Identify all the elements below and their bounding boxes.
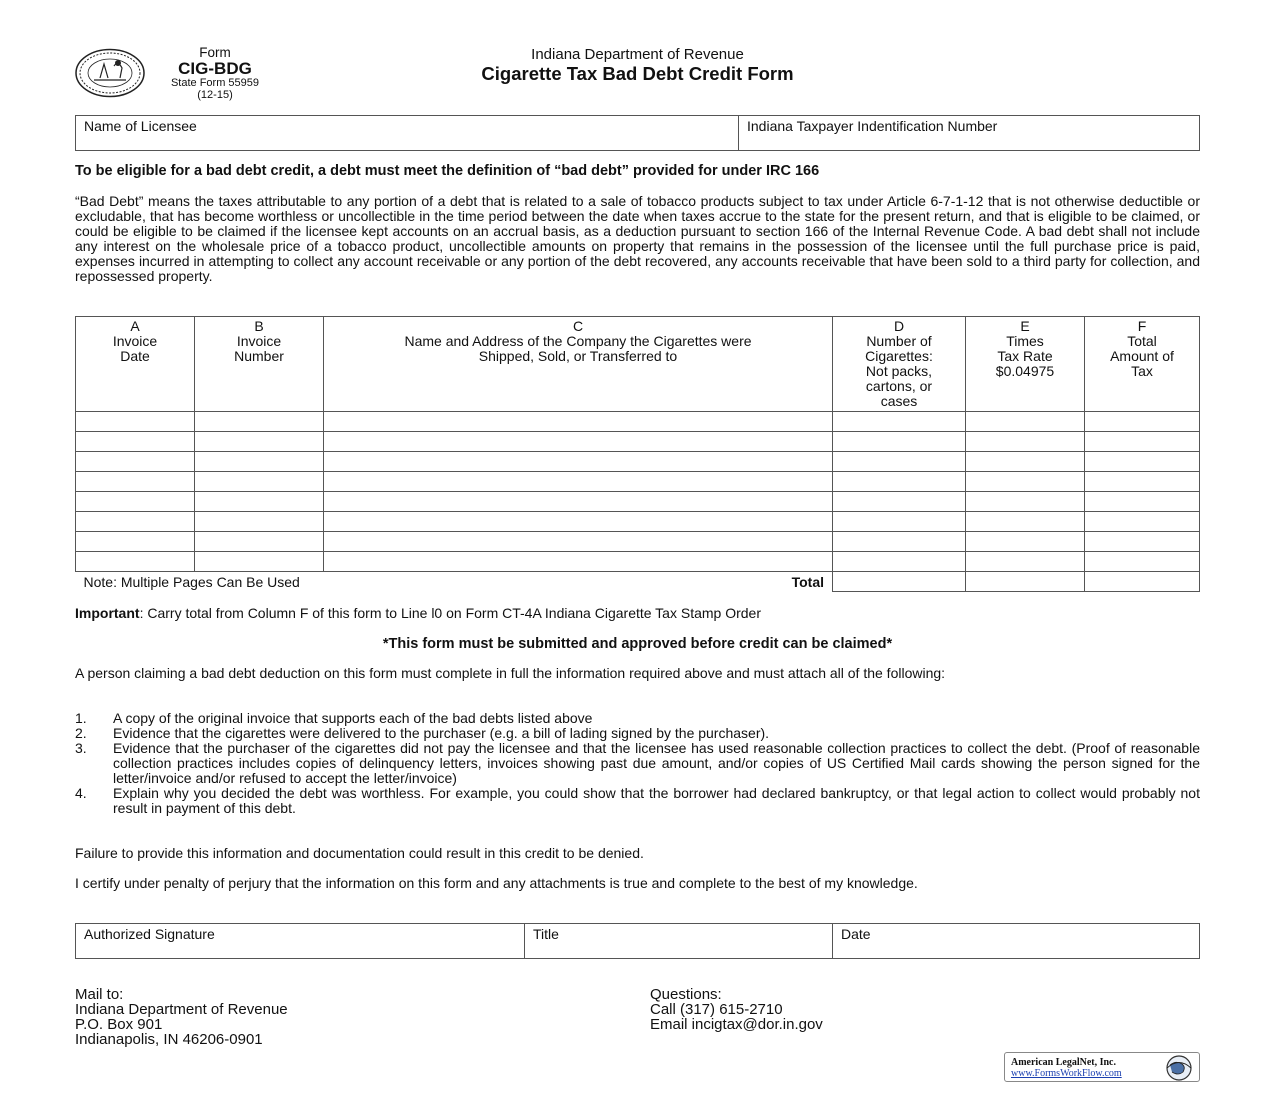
form-revision: (12-15) xyxy=(197,88,233,101)
invoice-date-cell[interactable] xyxy=(76,472,195,492)
table-row xyxy=(76,432,1200,452)
signature-field[interactable] xyxy=(76,924,524,958)
bad-debt-table xyxy=(75,316,1200,592)
invoice-number-cell[interactable] xyxy=(195,432,324,452)
important-note: Important: Carry total from Column F of this form to Line l0 on Form CT-4A Indiana Cigarette Tax Stamp Order xyxy=(75,605,761,621)
tax-amount-cell[interactable] xyxy=(1085,492,1200,512)
claim-instructions: A person claiming a bad debt deduction on this form must complete in full the information required above and must attach all of the following: xyxy=(75,665,946,681)
tax-rate-cell[interactable] xyxy=(966,432,1085,452)
cigarette-count-cell[interactable] xyxy=(833,552,966,572)
invoice-date-cell[interactable] xyxy=(76,532,195,552)
cigarette-count-cell[interactable] xyxy=(833,452,966,472)
invoice-date-cell[interactable] xyxy=(76,512,195,532)
invoice-date-cell[interactable] xyxy=(76,552,195,572)
list-item: 3. Evidence that the purchaser of the cigarettes did not pay the licensee and that the licensee has used reasonable collection practices to collect the debt. (Proof of reasonable collection practices includes copies of delinquency letters, invoices showing past due amount, and/or copies of US Certified Mail cards showing the person signed for the letter/invoice and/or refused to accept the letter/invoice) xyxy=(75,740,1200,786)
logo-url[interactable]: www.FormsWorkFlow.com xyxy=(1011,1068,1122,1079)
cigarette-count-cell[interactable] xyxy=(833,412,966,432)
table-row xyxy=(76,472,1200,492)
signature-box xyxy=(75,923,1200,959)
invoice-number-cell[interactable] xyxy=(195,412,324,432)
email-address[interactable]: Email incigtax@dor.in.gov xyxy=(650,1016,823,1033)
tax-rate-cell[interactable] xyxy=(966,472,1085,492)
company-address-cell[interactable] xyxy=(324,452,833,472)
tax-rate-cell[interactable] xyxy=(966,452,1085,472)
column-header-a: A Invoice Date xyxy=(76,317,195,412)
invoice-number-cell[interactable] xyxy=(195,532,324,552)
tax-amount-cell[interactable] xyxy=(1085,532,1200,552)
requirements-list xyxy=(75,711,1200,816)
invoice-number-cell[interactable] xyxy=(195,492,324,512)
licensee-name-label: Name of Licensee xyxy=(84,118,197,134)
tax-amount-cell[interactable] xyxy=(1085,552,1200,572)
company-address-cell[interactable] xyxy=(324,432,833,452)
cigarette-count-cell[interactable] xyxy=(833,532,966,552)
invoice-date-cell[interactable] xyxy=(76,412,195,432)
tax-amount-cell[interactable] xyxy=(1085,472,1200,492)
column-header-c: C Name and Address of the Company the Cigarettes were Shipped, Sold, or Transferred to xyxy=(324,317,833,412)
company-address-cell[interactable] xyxy=(324,472,833,492)
form-label: Form xyxy=(199,45,231,60)
table-row xyxy=(76,512,1200,532)
company-address-cell[interactable] xyxy=(324,412,833,432)
table-row xyxy=(76,532,1200,552)
invoice-number-cell[interactable] xyxy=(195,512,324,532)
invoice-date-cell[interactable] xyxy=(76,432,195,452)
column-header-e: E Times Tax Rate $0.04975 xyxy=(966,317,1085,412)
invoice-number-cell[interactable] xyxy=(195,472,324,492)
tax-amount-cell[interactable] xyxy=(1085,452,1200,472)
title-label: Title xyxy=(533,926,559,942)
table-row xyxy=(76,552,1200,572)
invoice-number-cell[interactable] xyxy=(195,452,324,472)
licensee-box xyxy=(75,115,1200,151)
legalnet-logo[interactable] xyxy=(1004,1052,1200,1082)
eligibility-statement: To be eligible for a bad debt credit, a debt must meet the definition of “bad debt” provided for under IRC 166 xyxy=(75,163,820,179)
cigarette-count-cell[interactable] xyxy=(833,432,966,452)
total-tax-rate-cell[interactable] xyxy=(966,572,1085,592)
table-row xyxy=(76,492,1200,512)
taxpayer-id-label: Indiana Taxpayer Indentification Number xyxy=(747,118,998,134)
invoice-date-cell[interactable] xyxy=(76,492,195,512)
cigarette-count-cell[interactable] xyxy=(833,492,966,512)
tax-rate-cell[interactable] xyxy=(966,532,1085,552)
total-row xyxy=(76,572,1200,592)
table-row xyxy=(76,412,1200,432)
table-header-row xyxy=(76,317,1200,412)
questions-heading: Questions: xyxy=(650,986,722,1003)
logo-company: American LegalNet, Inc. xyxy=(1011,1057,1116,1068)
globe-icon xyxy=(1162,1055,1196,1081)
table-row xyxy=(76,452,1200,472)
column-header-f: F Total Amount of Tax xyxy=(1085,317,1200,412)
date-field[interactable] xyxy=(833,924,1199,958)
invoice-number-cell[interactable] xyxy=(195,552,324,572)
form-code: CIG-BDG xyxy=(178,59,252,79)
total-cigarettes-cell[interactable] xyxy=(833,572,966,592)
signature-label: Authorized Signature xyxy=(84,926,215,942)
tax-amount-cell[interactable] xyxy=(1085,432,1200,452)
invoice-date-cell[interactable] xyxy=(76,452,195,472)
bad-debt-definition: “Bad Debt” means the taxes attributable to any portion of a debt that is related to a sale of tobacco products subject to tax under Article 6-7-1-12 that is not otherwise deductible or excludable, that has become worthless or uncollectible in the time period between the date when taxes accrue to the state for the present return, and that is eligible to be claimed, or could be eligible to be claimed if the licensee kept accounts on an accrual basis, as a deduction pursuant to section 166 of the Internal Revenue Code. A bad debt shall not include any interest on the wholesale price of a tobacco product, uncollectible amounts on property that remains in the possession of the licensee until the full purchase price is paid, expenses incurred in attempting to collect any account receivable or any portion of the debt recovered, any accounts receivable that have been sold to a third party for collection, and repossessed property. xyxy=(75,193,1200,284)
certification-statement: I certify under penalty of perjury that the information on this form and any attachments is true and complete to the best of my knowledge. xyxy=(75,875,918,891)
mail-heading: Mail to: xyxy=(75,986,124,1003)
taxpayer-id-field[interactable] xyxy=(739,116,1199,150)
multiple-pages-note: Note: Multiple Pages Can Be Used xyxy=(83,573,300,590)
total-label: Total xyxy=(791,573,824,590)
list-item: 4. Explain why you decided the debt was worthless. For example, you could show that the borrower had declared bankruptcy, or that legal action to collect would probably not result in payment of this debt. xyxy=(75,785,1200,816)
cigarette-count-cell[interactable] xyxy=(833,472,966,492)
mail-to-address: Mail to: Indiana Department of Revenue P.O. Box 901 Indianapolis, IN 46206-0901 xyxy=(75,986,288,1048)
company-address-cell[interactable] xyxy=(324,532,833,552)
list-item: 1. A copy of the original invoice that supports each of the bad debts listed above xyxy=(75,710,593,726)
cigarette-count-cell[interactable] xyxy=(833,512,966,532)
column-header-d: D Number of Cigarettes: Not packs, cartons, or cases xyxy=(833,317,966,412)
date-label: Date xyxy=(841,926,871,942)
tax-rate-cell[interactable] xyxy=(966,412,1085,432)
company-address-cell[interactable] xyxy=(324,552,833,572)
licensee-name-field[interactable] xyxy=(76,116,738,150)
agency-name: Indiana Department of Revenue xyxy=(531,46,744,63)
tax-rate-cell[interactable] xyxy=(966,552,1085,572)
tax-rate-cell[interactable] xyxy=(966,512,1085,532)
submission-warning: *This form must be submitted and approved before credit can be claimed* xyxy=(382,636,893,652)
title-field[interactable] xyxy=(525,924,832,958)
tax-amount-cell[interactable] xyxy=(1085,412,1200,432)
company-address-cell[interactable] xyxy=(324,492,833,512)
failure-warning: Failure to provide this information and documentation could result in this credit to be denied. xyxy=(75,845,644,861)
phone-number: Call (317) 615-2710 xyxy=(650,1001,783,1018)
column-header-b: B Invoice Number xyxy=(195,317,324,412)
questions-contact xyxy=(650,987,823,1032)
form-title: Cigarette Tax Bad Debt Credit Form xyxy=(481,63,794,84)
total-amount-cell[interactable] xyxy=(1085,572,1200,592)
state-form-number: State Form 55959 xyxy=(170,77,260,90)
list-item: 2. Evidence that the cigarettes were delivered to the purchaser (e.g. a bill of lading signed by the purchaser). xyxy=(75,725,770,741)
tax-rate-cell[interactable] xyxy=(966,492,1085,512)
tax-amount-cell[interactable] xyxy=(1085,512,1200,532)
company-address-cell[interactable] xyxy=(324,512,833,532)
